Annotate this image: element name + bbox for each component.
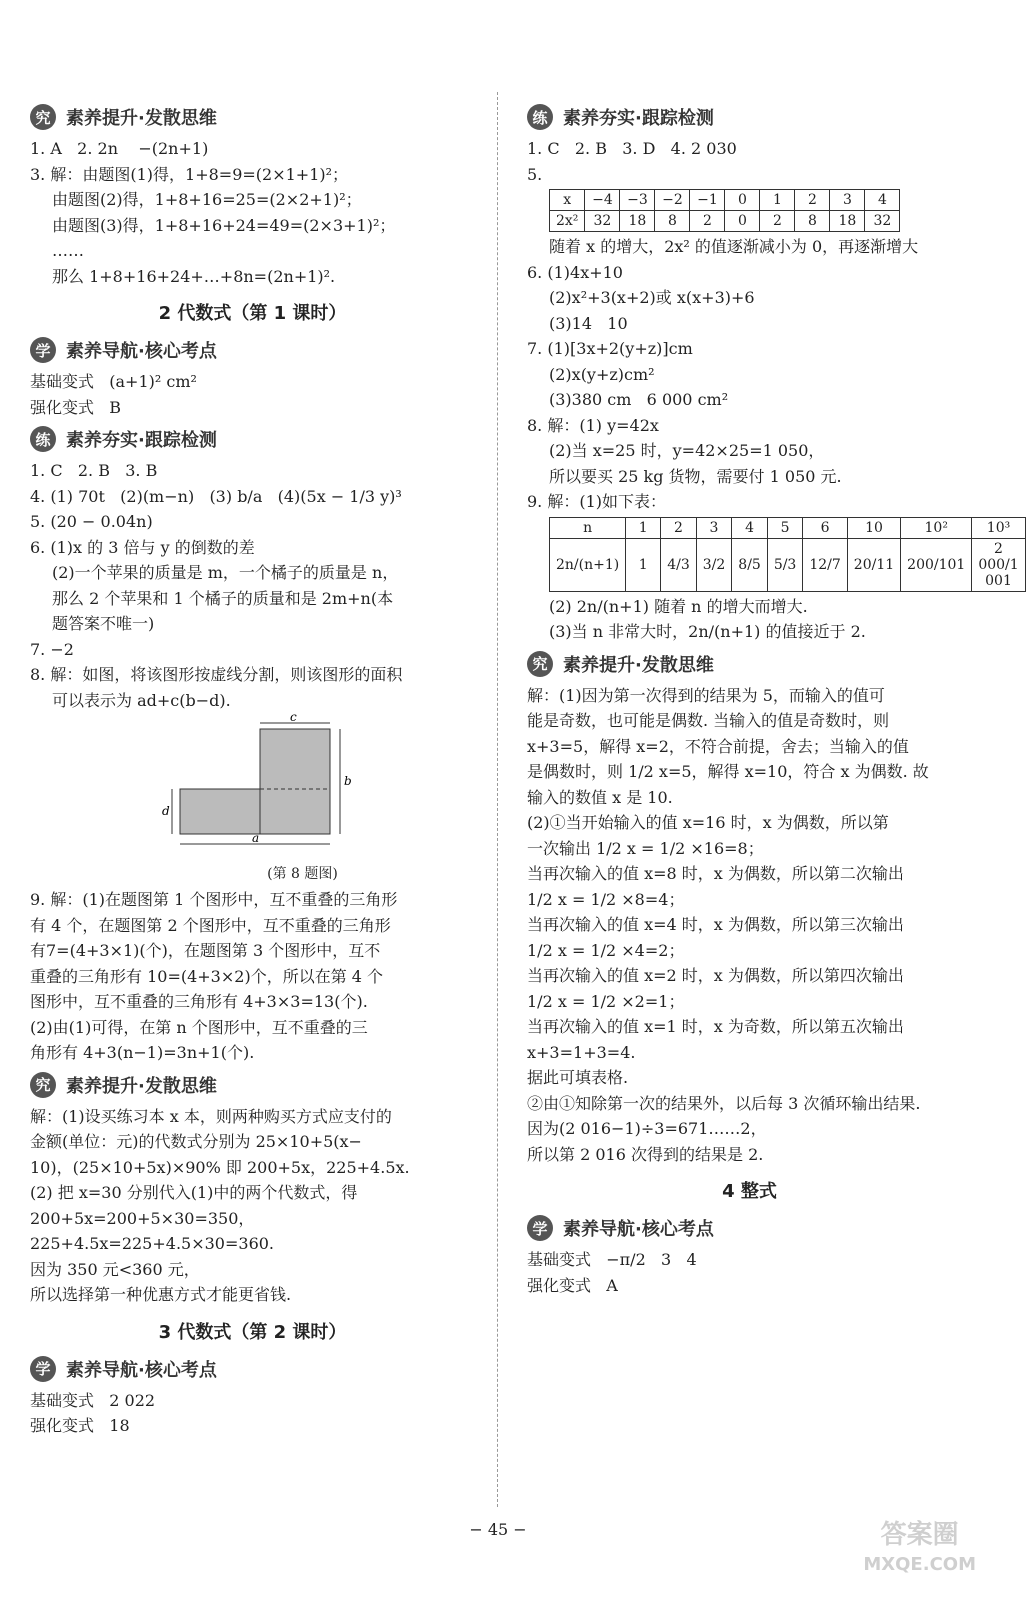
answer-line: (3)14 10 [549,313,628,333]
table-cell: 18 [830,211,865,232]
section-title: 素养提升·发散思维 [563,654,714,676]
answer-line: 6. (1)4x+10 [527,262,623,282]
answer-line: 强化变式 B [30,397,122,417]
answer-line: 有7=(4+3×1)(个)，在题图第 3 个图形中，互不 [30,941,381,960]
badge-icon: 究 [30,104,56,130]
label-c: c [290,710,297,724]
answer-line: 强化变式 18 [30,1416,130,1435]
answer-line: ②由①知除第一次的结果外，以后每 3 次循环输出结果. [527,1093,921,1113]
answer-line: 由题图(3)得，1+8+16+24=49=(2×3+1)²； [52,215,396,235]
table-cell: 5/3 [767,538,803,591]
answer-line: 当再次输入的值 x=4 时，x 为偶数，所以第三次输出 [527,915,904,934]
answer-line: 所以选择第一种优惠方式才能更省钱. [30,1285,292,1304]
answer-line: 是偶数时，则 1/2 x=5，解得 x=10，符合 x 为偶数. 故 [527,762,929,781]
answer-line: 由题图(2)得，1+8+16=25=(2×2+1)²； [52,190,362,209]
values-table-x [549,189,900,232]
answer-line: 1/2 x = 1/2 ×8=4； [527,889,685,909]
section-header [30,1354,475,1384]
answer-line: 当再次输入的值 x=2 时，x 为偶数，所以第四次输出 [527,966,904,985]
answer-line: (2)x(y+z)cm² [549,364,655,384]
right-column [527,98,1019,1298]
values-table-n [549,517,1026,592]
answer-line: (2)当 x=25 时，y=42×25=1 050， [549,441,825,460]
answer-line: (3)当 n 非常大时，2n/(n+1) 的值接近于 2. [549,622,866,641]
lesson-heading: 2 代数式（第 1 课时） [158,303,347,324]
table-cell: x [550,190,585,211]
badge-icon: 究 [527,651,553,677]
table-cell: 20/11 [847,538,900,591]
answer-line: 9. 解：(1)在题图第 1 个图形中，互不重叠的三角形 [30,890,398,909]
figure-8 [160,710,475,883]
answer-line: 1. C 2. B 3. D 4. 2 030 [527,139,737,158]
section-header [30,1070,475,1100]
section-title: 素养导航·核心考点 [563,1219,714,1240]
badge-icon: 练 [30,426,56,452]
badge-icon: 究 [30,1072,56,1098]
answer-line: (2)①当开始输入的值 x=16 时，x 为偶数，所以第 [527,813,889,832]
table-cell: 1 [760,190,795,211]
answer-line: 8. 解：(1) y=42x [527,415,659,435]
answer-line: 解：(1)因为第一次得到的结果为 5，而输入的值可 [527,685,885,705]
table-cell: 2 000/1 001 [972,538,1025,591]
table-cell: 2 [661,517,697,538]
badge-icon: 学 [30,337,56,363]
answer-line: 基础变式 −π/2 3 4 [527,1250,697,1269]
answer-line: (2) 2n/(n+1) 随着 n 的增大而增大. [549,596,808,616]
answer-line: 强化变式 A [527,1275,618,1295]
table-cell: 2 [795,190,830,211]
table-cell: 4/3 [661,538,697,591]
answer-line: 4. (1) 70t (2)(m−n) (3) b/a (4)(5x − 1/3 y)³ [30,486,402,506]
table-cell: 18 [620,211,655,232]
l-shape-diagram [160,710,360,859]
answer-line: 5. [527,164,543,184]
table-cell: −2 [655,190,690,211]
table-cell: 4 [865,190,900,211]
section-header [527,102,972,132]
table-cell: 1 [626,538,661,591]
answer-line: 那么 1+8+16+24+…+8n=(2n+1)². [52,266,336,286]
label-d: d [162,804,170,818]
table-cell: 32 [865,211,900,232]
answer-line: …… [52,241,84,260]
answer-line: 因为 350 元<360 元， [30,1259,200,1279]
answer-line: 7. −2 [30,639,74,659]
section-header [30,335,475,365]
table-cell: 32 [585,211,620,232]
answer-line: 7. (1)[3x+2(y+z)]cm [527,339,693,358]
section-title: 素养导航·核心考点 [66,1359,217,1381]
table-cell: 4 [732,517,768,538]
table-row [550,190,900,211]
table-cell: 0 [725,190,760,211]
table-cell: 2n/(n+1) [550,538,626,591]
table-cell: 3/2 [696,538,732,591]
answer-line: 5. (20 − 0.04n) [30,512,153,531]
table-cell: 2 [690,211,725,232]
answer-line: (2)一个苹果的质量是 m，一个橘子的质量是 n， [52,563,399,582]
column-divider [497,92,498,1507]
table-cell: n [550,517,626,538]
table-cell: 200/101 [901,538,972,591]
table-cell: 8 [655,211,690,232]
answer-line: 角形有 4+3(n−1)=3n+1(个). [30,1043,255,1062]
answer-line: (3)380 cm 6 000 cm² [549,390,729,409]
table-cell: 2 [760,211,795,232]
answer-line: 重叠的三角形有 10=(4+3×2)个，所以在第 4 个 [30,966,384,986]
watermark [863,1520,976,1580]
table-cell: 10 [847,517,900,538]
answer-line: 基础变式 2 022 [30,1390,156,1410]
table-cell: −1 [690,190,725,211]
table-row [550,538,1026,591]
section-header [527,1213,972,1243]
table-cell: 3 [830,190,865,211]
section-title: 素养提升·发散思维 [66,108,217,129]
answer-line: 1/2 x = 1/2 ×4=2； [527,940,685,960]
section-header [30,424,475,454]
table-cell: 5 [767,517,803,538]
answer-line: 所以要买 25 kg 货物，需要付 1 050 元. [549,466,842,486]
watermark-url: MXQE.COM [863,1554,976,1575]
answer-line: 1. A 2. 2n −(2n+1) [30,139,209,158]
table-row [550,211,900,232]
lesson-heading: 3 代数式（第 2 课时） [158,1321,347,1343]
section-title: 素养夯实·跟踪检测 [563,108,714,129]
answer-line: 随着 x 的增大，2x² 的值逐渐减小为 0，再逐渐增大 [549,237,919,256]
answer-line: x+3=1+3=4. [527,1042,636,1062]
answer-line: 金额(单位：元)的代数式分别为 25×10+5(x− [30,1132,362,1151]
answer-line: (2)x²+3(x+2)或 x(x+3)+6 [549,288,755,307]
left-column [30,98,475,1439]
table-cell: 2x² [550,211,585,232]
answer-line: 能是奇数，也可能是偶数. 当输入的值是奇数时，则 [527,711,890,730]
watermark-text: 答案圈 [880,1520,959,1550]
table-cell: −4 [585,190,620,211]
answer-line: 据此可填表格. [527,1068,629,1087]
section-title: 素养导航·核心考点 [66,341,217,362]
answer-line: 有 4 个，在题图第 2 个图形中，互不重叠的三角形 [30,915,391,935]
table-cell: 3 [696,517,732,538]
answer-line: 因为(2 016−1)÷3=671……2， [527,1119,767,1138]
table-cell: 10² [901,517,972,538]
table-cell: 10³ [972,517,1025,538]
page-number: − 45 − [469,1520,527,1539]
answer-line: 一次输出 1/2 x = 1/2 ×16=8； [527,838,764,858]
section-title: 素养夯实·跟踪检测 [66,430,217,451]
lesson-heading: 4 整式 [722,1181,777,1202]
answer-line: 1. C 2. B 3. B [30,461,158,480]
table-cell: 8 [795,211,830,232]
answer-line: (2)由(1)可得，在第 n 个图形中，互不重叠的三 [30,1017,368,1037]
section-title: 素养提升·发散思维 [66,1075,217,1097]
table-cell: 12/7 [803,538,847,591]
answer-line: 基础变式 (a+1)² cm² [30,372,197,391]
table-cell: 0 [725,211,760,232]
answer-line: 当再次输入的值 x=1 时，x 为奇数，所以第五次输出 [527,1017,904,1036]
answer-line: 200+5x=200+5×30=350， [30,1208,255,1228]
table-cell: 1 [626,517,661,538]
answer-line: 8. 解：如图，将该图形按虚线分割，则该图形的面积 [30,665,403,684]
table-cell: 8/5 [732,538,768,591]
section-header [30,102,475,132]
answer-line: 解：(1)设买练习本 x 本，则两种购买方式应支付的 [30,1106,392,1126]
answer-line: 10)，(25×10+5x)×90% 即 200+5x，225+4.5x. [30,1157,410,1177]
answer-line: 1/2 x = 1/2 ×2=1； [527,991,685,1011]
answer-line: 输入的数值 x 是 10. [527,787,673,807]
answer-line: 所以第 2 016 次得到的结果是 2. [527,1144,764,1164]
answer-line: 题答案不唯一) [52,614,155,633]
label-b: b [344,774,352,788]
figure-caption: (第 8 题图) [267,866,338,882]
badge-icon: 学 [527,1215,553,1241]
label-a: a [252,831,260,845]
table-cell: −3 [620,190,655,211]
answer-line: 那么 2 个苹果和 1 个橘子的质量和是 2m+n(本 [52,588,394,608]
answer-line: x+3=5，解得 x=2，不符合前提，舍去；当输入的值 [527,736,909,756]
section-header [527,649,972,679]
answer-line: 当再次输入的值 x=8 时，x 为偶数，所以第二次输出 [527,864,904,883]
answer-line: 6. (1)x 的 3 倍与 y 的倒数的差 [30,537,255,557]
table-cell: 6 [803,517,847,538]
table-row [550,517,1026,538]
answer-line: 可以表示为 ad+c(b−d). [52,690,231,710]
badge-icon: 学 [30,1356,56,1382]
answer-line: 9. 解：(1)如下表： [527,492,667,511]
badge-icon: 练 [527,104,553,130]
answer-line: 图形中，互不重叠的三角形有 4+3×3=13(个). [30,992,368,1011]
answer-line: 225+4.5x=225+4.5×30=360. [30,1234,275,1253]
answer-line: 3. 解：由题图(1)得，1+8=9=(2×1+1)²； [30,164,349,184]
answer-line: (2) 把 x=30 分别代入(1)中的两个代数式，得 [30,1183,358,1202]
